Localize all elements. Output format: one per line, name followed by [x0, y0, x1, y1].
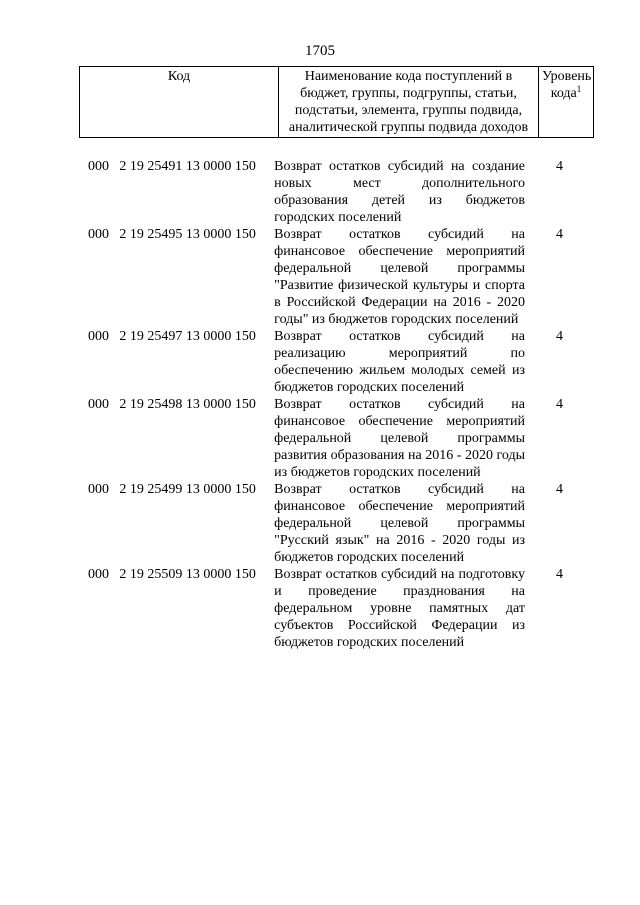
- table-row: [79, 158, 584, 226]
- row-level: 4: [556, 159, 563, 174]
- row-level: 4: [556, 482, 563, 497]
- table-body: [79, 158, 584, 651]
- row-admin-code: 000: [88, 397, 109, 412]
- row-level: 4: [556, 329, 563, 344]
- table-row: [79, 226, 584, 328]
- row-code: 2 19 25497 13 0000 150: [119, 329, 256, 344]
- row-level: 4: [556, 567, 563, 582]
- row-admin-code: 000: [88, 227, 109, 242]
- row-code: 2 19 25499 13 0000 150: [119, 482, 256, 497]
- table-row: [79, 328, 584, 396]
- header-code: Код: [80, 67, 279, 138]
- row-name: Возврат остатков субсидий на финансовое обеспечение мероприятий федеральной целевой программы развития образования на 2016 - 2020 годы из бюджетов городских поселений: [274, 397, 526, 480]
- header-level-label: Уровень кода: [542, 69, 592, 101]
- page-number: 1705: [305, 43, 335, 59]
- row-name: Возврат остатков субсидий на финансовое обеспечение мероприятий федеральной целевой программы "Русский язык" на 2016 - 2020 годы из бюджетов городских поселений: [274, 482, 526, 565]
- row-code: 2 19 25495 13 0000 150: [119, 227, 256, 242]
- row-name: Возврат остатков субсидий на создание новых мест дополнительного образования детей из бюджетов городских поселений: [274, 159, 526, 225]
- table-row: [79, 396, 584, 481]
- table-header: [79, 66, 594, 138]
- row-admin-code: 000: [88, 567, 109, 582]
- row-code: 2 19 25491 13 0000 150: [119, 159, 256, 174]
- header-name: Наименование кода поступлений в бюджет, группы, подгруппы, статьи, подстатьи, элемента, группы подвида, аналитической группы подвида доходов: [279, 67, 539, 138]
- row-name: Возврат остатков субсидий на финансовое обеспечение мероприятий федеральной целевой программы "Развитие физической культуры и спорта в Российской Федерации на 2016 - 2020 годы" из бюджетов городских поселений: [274, 227, 526, 327]
- row-admin-code: 000: [88, 159, 109, 174]
- row-name: Возврат остатков субсидий на реализацию мероприятий по обеспечению жильем молодых семей из бюджетов городских поселений: [274, 329, 526, 395]
- header-level-footnote: 1: [576, 84, 582, 94]
- table-row: [79, 481, 584, 566]
- row-code: 2 19 25498 13 0000 150: [119, 397, 256, 412]
- row-level: 4: [556, 397, 563, 412]
- row-admin-code: 000: [88, 482, 109, 497]
- row-level: 4: [556, 227, 563, 242]
- header-level: [539, 67, 594, 138]
- row-name: Возврат остатков субсидий на подготовку и проведение празднования на федеральном уровне памятных дат субъектов Российской Федерации из бюджетов городских поселений: [274, 567, 526, 650]
- row-admin-code: 000: [88, 329, 109, 344]
- row-code: 2 19 25509 13 0000 150: [119, 567, 256, 582]
- table-row: [79, 566, 584, 651]
